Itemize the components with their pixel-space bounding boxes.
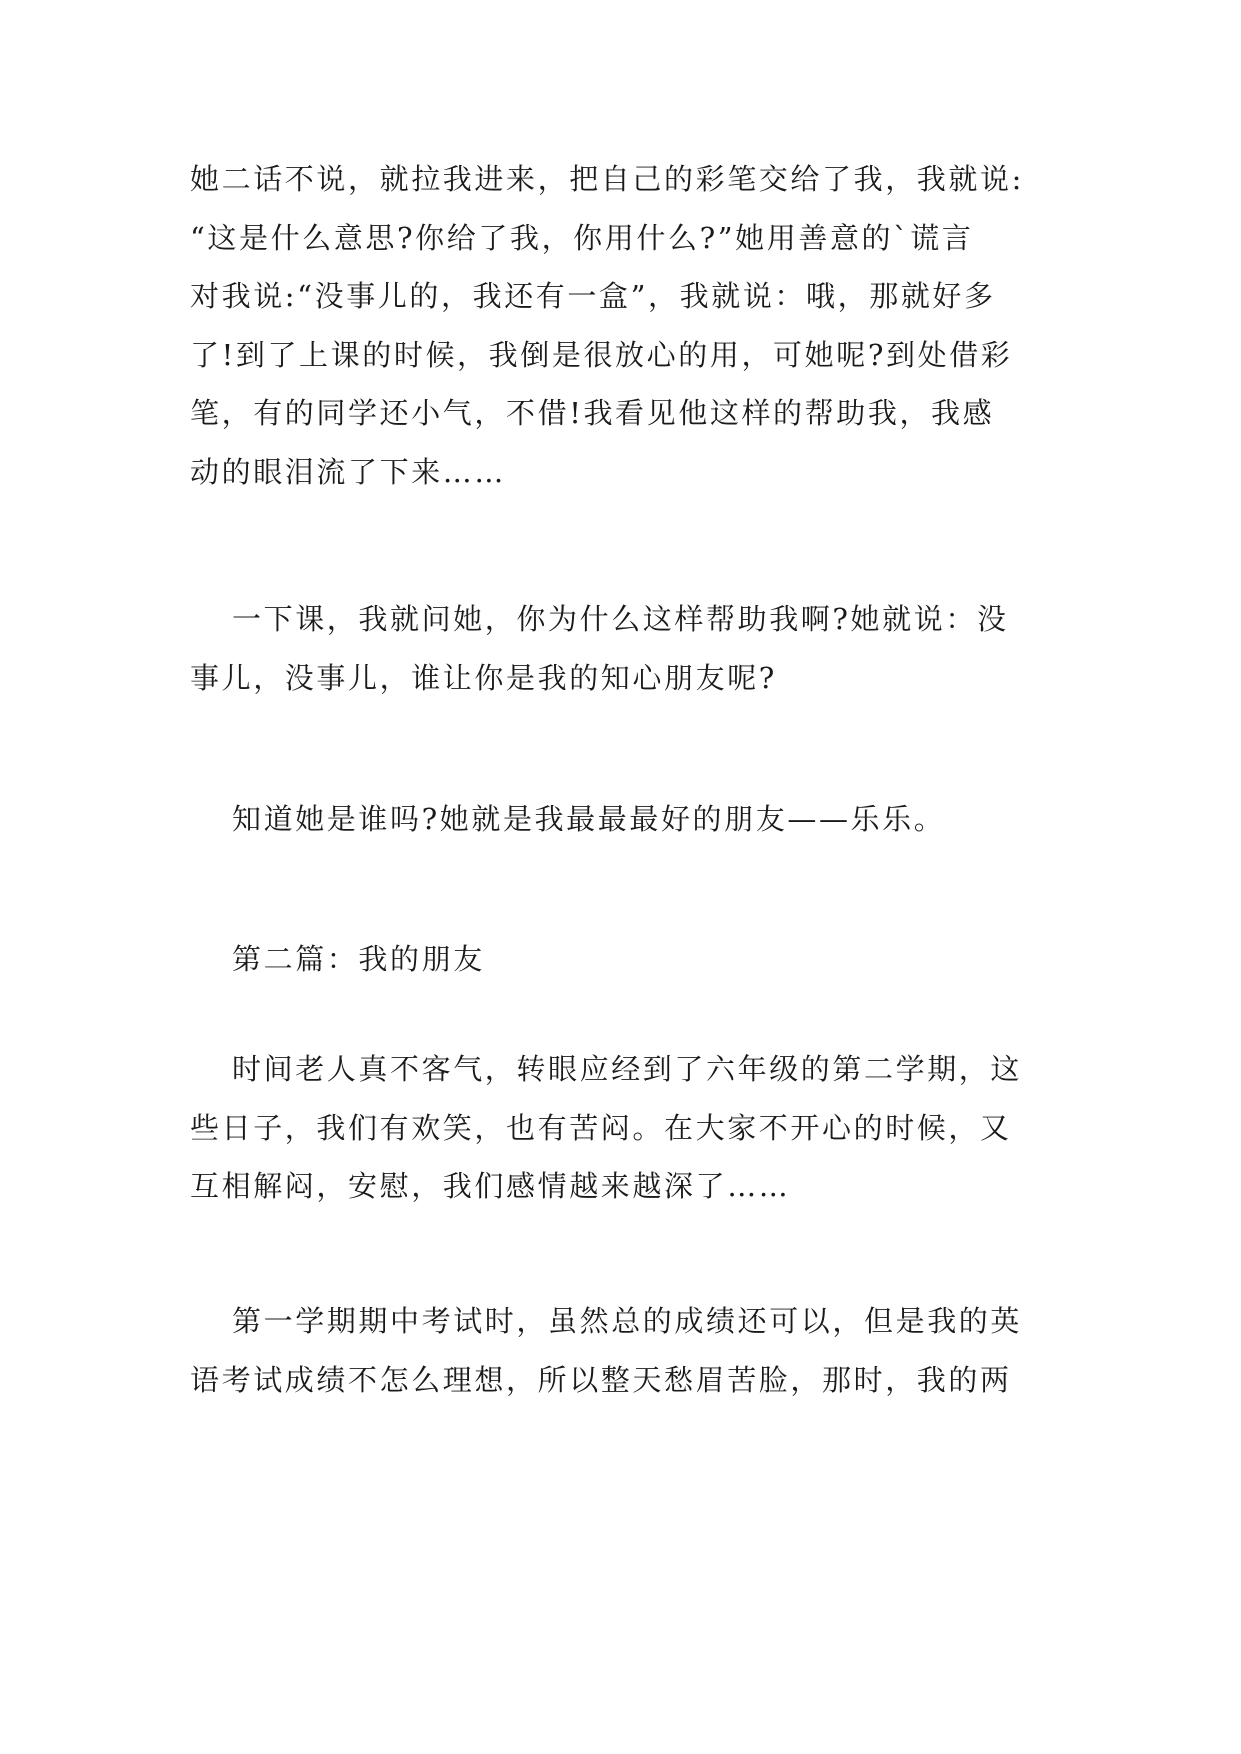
text-line: 语考试成绩不怎么理想，所以整天愁眉苦脸，那时，我的两 xyxy=(190,1362,1012,1397)
section-heading xyxy=(190,930,1050,989)
text-line: 一下课，我就问她，你为什么这样帮助我啊?她就说：没 xyxy=(232,602,1009,636)
text-line: 事儿，没事儿，谁让你是我的知心朋友呢? xyxy=(190,660,777,695)
paragraph-who-is-she xyxy=(190,790,1050,849)
text-line: 第二篇：我的朋友 xyxy=(232,942,485,976)
text-line: 第一学期期中考试时，虽然总的成绩还可以，但是我的英 xyxy=(232,1304,1023,1338)
text-line: 知道她是谁吗?她就是我最最最好的朋友——乐乐。 xyxy=(232,802,946,836)
text-line: 对我说:“没事儿的，我还有一盒”，我就说：哦，那就好多 xyxy=(190,279,996,313)
paragraph-midterm-exam xyxy=(190,1292,1050,1409)
paragraph-time-passes xyxy=(190,1040,1050,1216)
text-line: 动的眼泪流了下来…… xyxy=(190,454,507,489)
text-line: 笔，有的同学还小气，不借!我看见他这样的帮助我，我感 xyxy=(190,396,995,430)
text-line: 时间老人真不客气，转眼应经到了六年级的第二学期，这 xyxy=(232,1052,1023,1086)
text-line: “这是什么意思?你给了我，你用什么?”她用善意的`谎言 xyxy=(190,220,974,255)
text-line: 了!到了上课的时候，我倒是很放心的用，可她呢?到处借彩 xyxy=(190,337,1013,372)
paragraph-after-class xyxy=(190,590,1050,707)
paragraph-friend-lends-pens xyxy=(190,150,1050,501)
text-line: 些日子，我们有欢笑，也有苦闷。在大家不开心的时候，又 xyxy=(190,1110,1012,1145)
text-line: 她二话不说，就拉我进来，把自己的彩笔交给了我，我就说: xyxy=(190,162,1024,196)
text-line: 互相解闷，安慰，我们感情越来越深了…… xyxy=(190,1169,791,1203)
